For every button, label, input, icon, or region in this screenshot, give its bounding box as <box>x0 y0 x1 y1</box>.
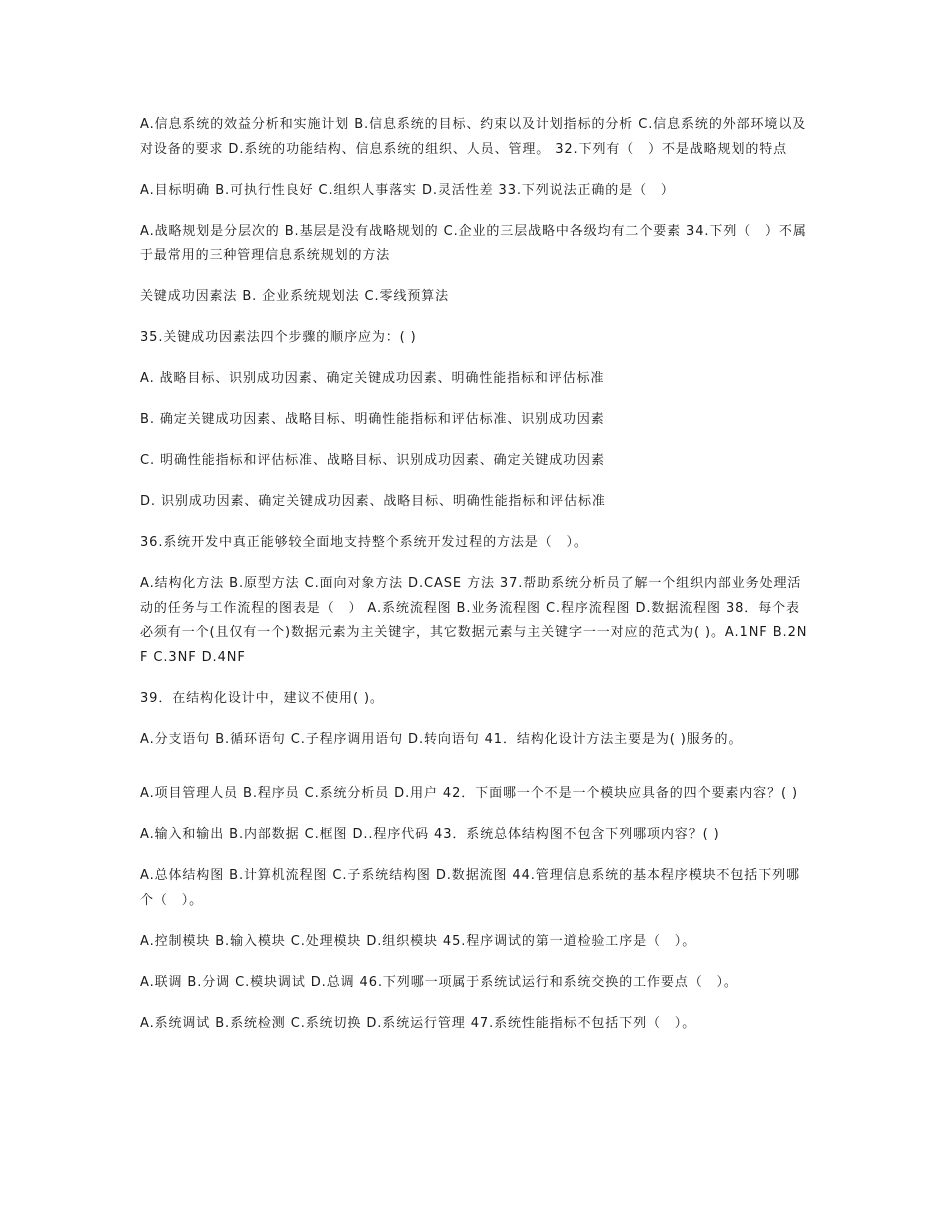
paragraph: A.结构化方法 B.原型方法 C.面向对象方法 D.CASE 方法 37.帮助系统分析员了解一个组织内部业务处理活动的任务与工作流程的图表是（ ） A.系统流程图 B.业务流程图 C.程序流程图 D.数据流程图 38．每个表必须有一个(且仅有一个)数据元素为主关键字，其它数据元素与主关键字一一对应的范式为( )。A.1NF B.2NF C.3NF D.4NF <box>140 576 808 665</box>
paragraph: A.系统调试 B.系统检测 C.系统切换 D.系统运行管理 47.系统性能指标不包括下列（ ）。 <box>140 1015 697 1031</box>
paragraph: B. 确定关键成功因素、战略目标、明确性能指标和评估标准、识别成功因素 <box>140 412 605 427</box>
paragraph: A. 战略目标、识别成功因素、确定关键成功因素、明确性能指标和评估标准 <box>140 371 605 386</box>
paragraph: A.控制模块 B.输入模块 C.处理模块 D.组织模块 45.程序调试的第一道检验工序是（ ）。 <box>140 933 697 949</box>
paragraph: 关键成功因素法 B. 企业系统规划法 C.零线预算法 <box>140 289 450 304</box>
paragraph: A.分支语句 B.循环语句 C.子程序调用语句 D.转向语句 41．结构化设计方法主要是为( )服务的。 <box>140 731 743 747</box>
paragraph: D. 识别成功因素、确定关键成功因素、战略目标、明确性能指标和评估标准 <box>140 494 606 509</box>
paragraph: A.总体结构图 B.计算机流程图 C.子系统结构图 D.数据流图 44.管理信息系统的基本程序模块不包括下列哪个（ ）。 <box>140 868 800 908</box>
paragraph: 36.系统开发中真正能够较全面地支持整个系统开发过程的方法是（ ）。 <box>140 535 588 550</box>
paragraph: 39．在结构化设计中，建议不使用( )。 <box>140 690 384 706</box>
paragraph: A.信息系统的效益分析和实施计划 B.信息系统的目标、约束以及计划指标的分析 C.信息系统的外部环境以及对设备的要求 D.系统的功能结构、信息系统的组织、人员、管理。 32.下列有（ ）不是战略规划的特点 <box>140 117 807 157</box>
paragraph: A.联调 B.分调 C.模块调试 D.总调 46.下列哪一项属于系统试运行和系统交换的工作要点（ ）。 <box>140 974 738 990</box>
paragraph: A.项目管理人员 B.程序员 C.系统分析员 D.用户 42．下面哪一个不是一个模块应具备的四个要素内容？( ) <box>140 786 798 801</box>
paragraph: A.目标明确 B.可执行性良好 C.组织人事落实 D.灵活性差 33.下列说法正确的是（ ） <box>140 182 675 198</box>
paragraph: A.战略规划是分层次的 B.基层是没有战略规划的 C.企业的三层战略中各级均有二个要素 34.下列（ ）不属于最常用的三种管理信息系统规划的方法 <box>140 223 807 263</box>
paragraph: A.输入和输出 B.内部数据 C.框图 D..程序代码 43．系统总体结构图不包含下列哪项内容？( ) <box>140 827 720 842</box>
paragraph: C. 明确性能指标和评估标准、战略目标、识别成功因素、确定关键成功因素 <box>140 453 605 468</box>
paragraph: 35.关键成功因素法四个步骤的顺序应为：( ) <box>140 330 417 345</box>
document-page <box>140 113 812 1053</box>
